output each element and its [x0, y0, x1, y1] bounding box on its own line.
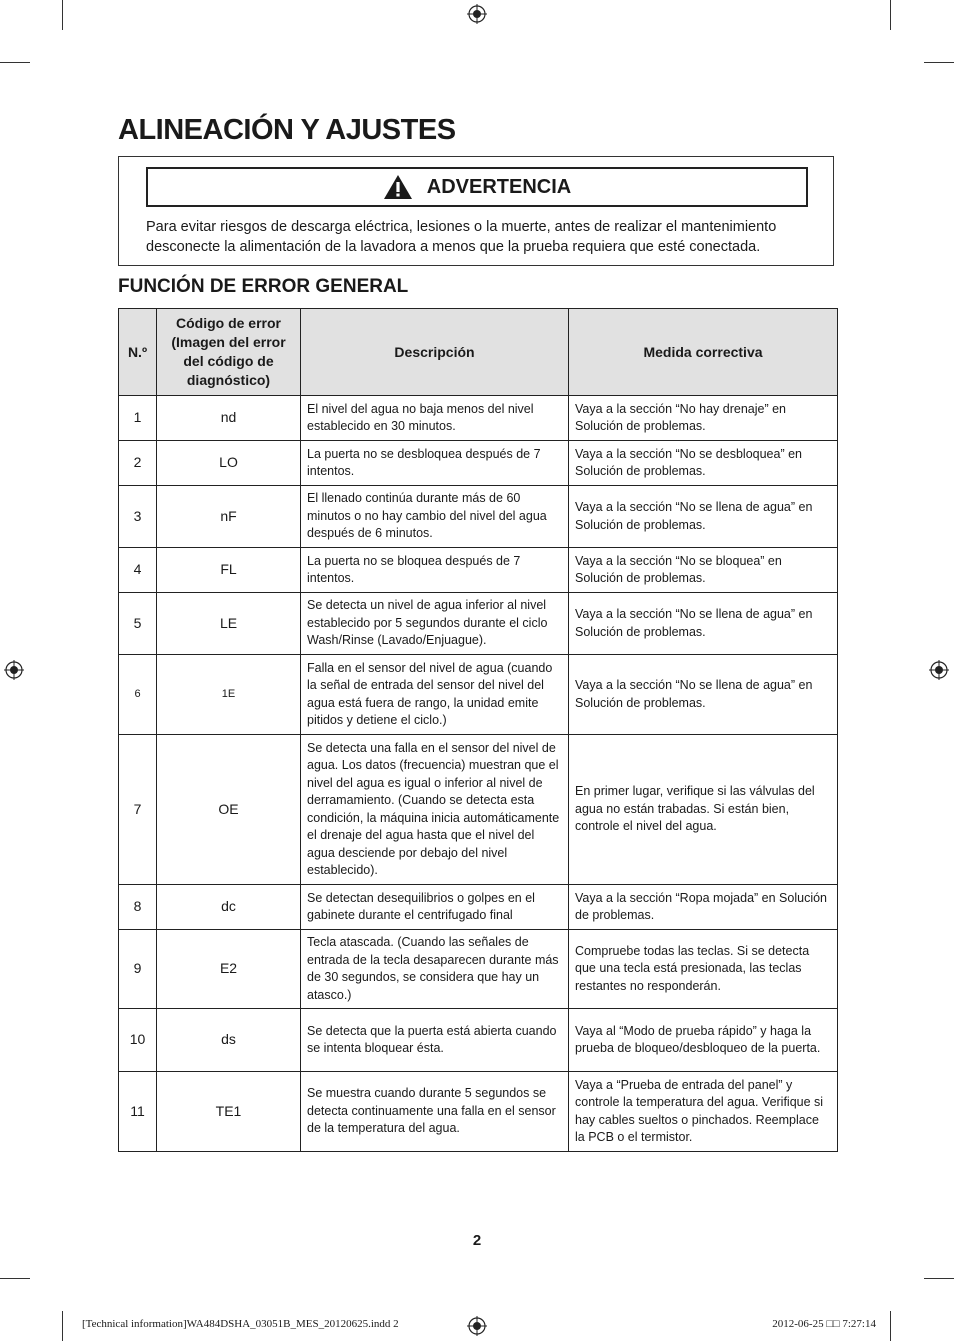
row-num: 7	[119, 735, 157, 885]
row-description: La puerta no se bloquea después de 7 intentos.	[301, 548, 569, 593]
row-num: 10	[119, 1009, 157, 1072]
crop-mark	[0, 1278, 30, 1279]
row-code: FL	[157, 548, 301, 593]
row-description: El nivel del agua no baja menos del nivel establecido en 30 minutos.	[301, 396, 569, 441]
table-row	[119, 930, 838, 1009]
crop-mark	[890, 1311, 891, 1341]
row-num: 9	[119, 930, 157, 1009]
row-corrective-action: Vaya a la sección “No se llena de agua” en Solución de problemas.	[569, 593, 838, 655]
table-row	[119, 593, 838, 655]
table-row	[119, 885, 838, 930]
row-description: Tecla atascada. (Cuando las señales de entrada de la tecla desaparecen durante más de 30 segundos, se considera que hay un atasco.)	[301, 930, 569, 1009]
warning-header	[146, 167, 808, 207]
row-description: Se detectan desequilibrios o golpes en el gabinete durante el centrifugado final	[301, 885, 569, 930]
registration-mark-icon	[929, 660, 949, 680]
row-num: 11	[119, 1072, 157, 1152]
footer-file-info: [Technical information]WA484DSHA_03051B_MES_20120625.indd 2	[82, 1318, 399, 1330]
row-description: Falla en el sensor del nivel de agua (cuando la señal de entrada del sensor del nivel del agua está fuera de rango, la unidad emite pitidos y detiene el ciclo.)	[301, 655, 569, 735]
crop-mark	[890, 0, 891, 30]
row-code: nF	[157, 486, 301, 548]
row-description: Se detecta un nivel de agua inferior al nivel establecido por 5 segundos durante el ciclo Wash/Rinse (Lavado/Enjuague).	[301, 593, 569, 655]
row-num: 4	[119, 548, 157, 593]
table-row	[119, 655, 838, 735]
error-code-table	[118, 308, 838, 1152]
row-code: ds	[157, 1009, 301, 1072]
crop-mark	[62, 0, 63, 30]
row-num: 3	[119, 486, 157, 548]
section-title: FUNCIÓN DE ERROR GENERAL	[118, 276, 409, 297]
warning-box	[118, 156, 834, 266]
crop-mark	[924, 62, 954, 63]
warning-triangle-icon	[383, 174, 413, 200]
page-title: ALINEACIÓN Y AJUSTES	[118, 114, 456, 146]
table-header-row	[119, 309, 838, 396]
footer-timestamp: 2012-06-25 □□ 7:27:14	[772, 1318, 876, 1330]
row-code: LO	[157, 441, 301, 486]
row-num: 2	[119, 441, 157, 486]
crop-mark	[924, 1278, 954, 1279]
row-description: La puerta no se desbloquea después de 7 intentos.	[301, 441, 569, 486]
table-row	[119, 486, 838, 548]
row-code: nd	[157, 396, 301, 441]
row-corrective-action: Vaya al “Modo de prueba rápido” y haga la prueba de bloqueo/desbloqueo de la puerta.	[569, 1009, 838, 1072]
row-num: 6	[119, 655, 157, 735]
row-num: 1	[119, 396, 157, 441]
row-code: OE	[157, 735, 301, 885]
row-corrective-action: Vaya a la sección “No hay drenaje” en Solución de problemas.	[569, 396, 838, 441]
table-row	[119, 396, 838, 441]
crop-mark	[62, 1311, 63, 1341]
header-corrective-action: Medida correctiva	[569, 309, 838, 396]
header-description: Descripción	[301, 309, 569, 396]
row-code: TE1	[157, 1072, 301, 1152]
row-description: El llenado continúa durante más de 60 minutos o no hay cambio del nivel del agua después de 6 minutos.	[301, 486, 569, 548]
row-code: 1E	[157, 655, 301, 735]
table-row	[119, 1072, 838, 1152]
registration-mark-icon	[467, 4, 487, 24]
table-row	[119, 1009, 838, 1072]
crop-mark	[0, 62, 30, 63]
row-num: 8	[119, 885, 157, 930]
warning-text: Para evitar riesgos de descarga eléctrica, lesiones o la muerte, antes de realizar el mantenimiento desconecte la alimentación de la lavadora a menos que la prueba requiera que esté conectada.	[146, 219, 777, 255]
row-description: Se muestra cuando durante 5 segundos se detecta continuamente una falla en el sensor de la temperatura del agua.	[301, 1072, 569, 1152]
row-code: E2	[157, 930, 301, 1009]
row-num: 5	[119, 593, 157, 655]
row-corrective-action: Vaya a la sección “No se desbloquea” en Solución de problemas.	[569, 441, 838, 486]
row-corrective-action: Vaya a “Prueba de entrada del panel” y controle la temperatura del agua. Verifique si hay cables sueltos o pinchados. Reemplace la PCB o el termistor.	[569, 1072, 838, 1152]
row-description: Se detecta que la puerta está abierta cuando se intenta bloquear ésta.	[301, 1009, 569, 1072]
warning-title: ADVERTENCIA	[426, 175, 572, 198]
header-code: Código de error (Imagen del error del código de diagnóstico)	[157, 309, 301, 396]
row-corrective-action: Vaya a la sección “No se llena de agua” en Solución de problemas.	[569, 486, 838, 548]
row-code: dc	[157, 885, 301, 930]
row-description: Se detecta una falla en el sensor del nivel de agua. Los datos (frecuencia) muestran que el nivel del agua es igual o inferior al nivel de derramamiento. (Cuando se detecta esta condición, la máquina inicia automáticamente el drenaje del agua hasta que el nivel del agua desciende por debajo del nivel establecido).	[301, 735, 569, 885]
registration-mark-icon	[4, 660, 24, 680]
row-code: LE	[157, 593, 301, 655]
header-num: N.º	[119, 309, 157, 396]
row-corrective-action: Vaya a la sección “No se bloquea” en Solución de problemas.	[569, 548, 838, 593]
row-corrective-action: Vaya a la sección “No se llena de agua” en Solución de problemas.	[569, 655, 838, 735]
row-corrective-action: En primer lugar, verifique si las válvulas del agua no están trabadas. Si están bien, controle el nivel del agua.	[569, 735, 838, 885]
registration-mark-icon	[467, 1316, 487, 1336]
table-row	[119, 441, 838, 486]
row-corrective-action: Vaya a la sección “Ropa mojada” en Solución de problemas.	[569, 885, 838, 930]
table-row	[119, 735, 838, 885]
table-row	[119, 548, 838, 593]
row-corrective-action: Compruebe todas las teclas. Si se detecta que una tecla está presionada, las teclas restantes no responderán.	[569, 930, 838, 1009]
page-number: 2	[472, 1232, 482, 1249]
